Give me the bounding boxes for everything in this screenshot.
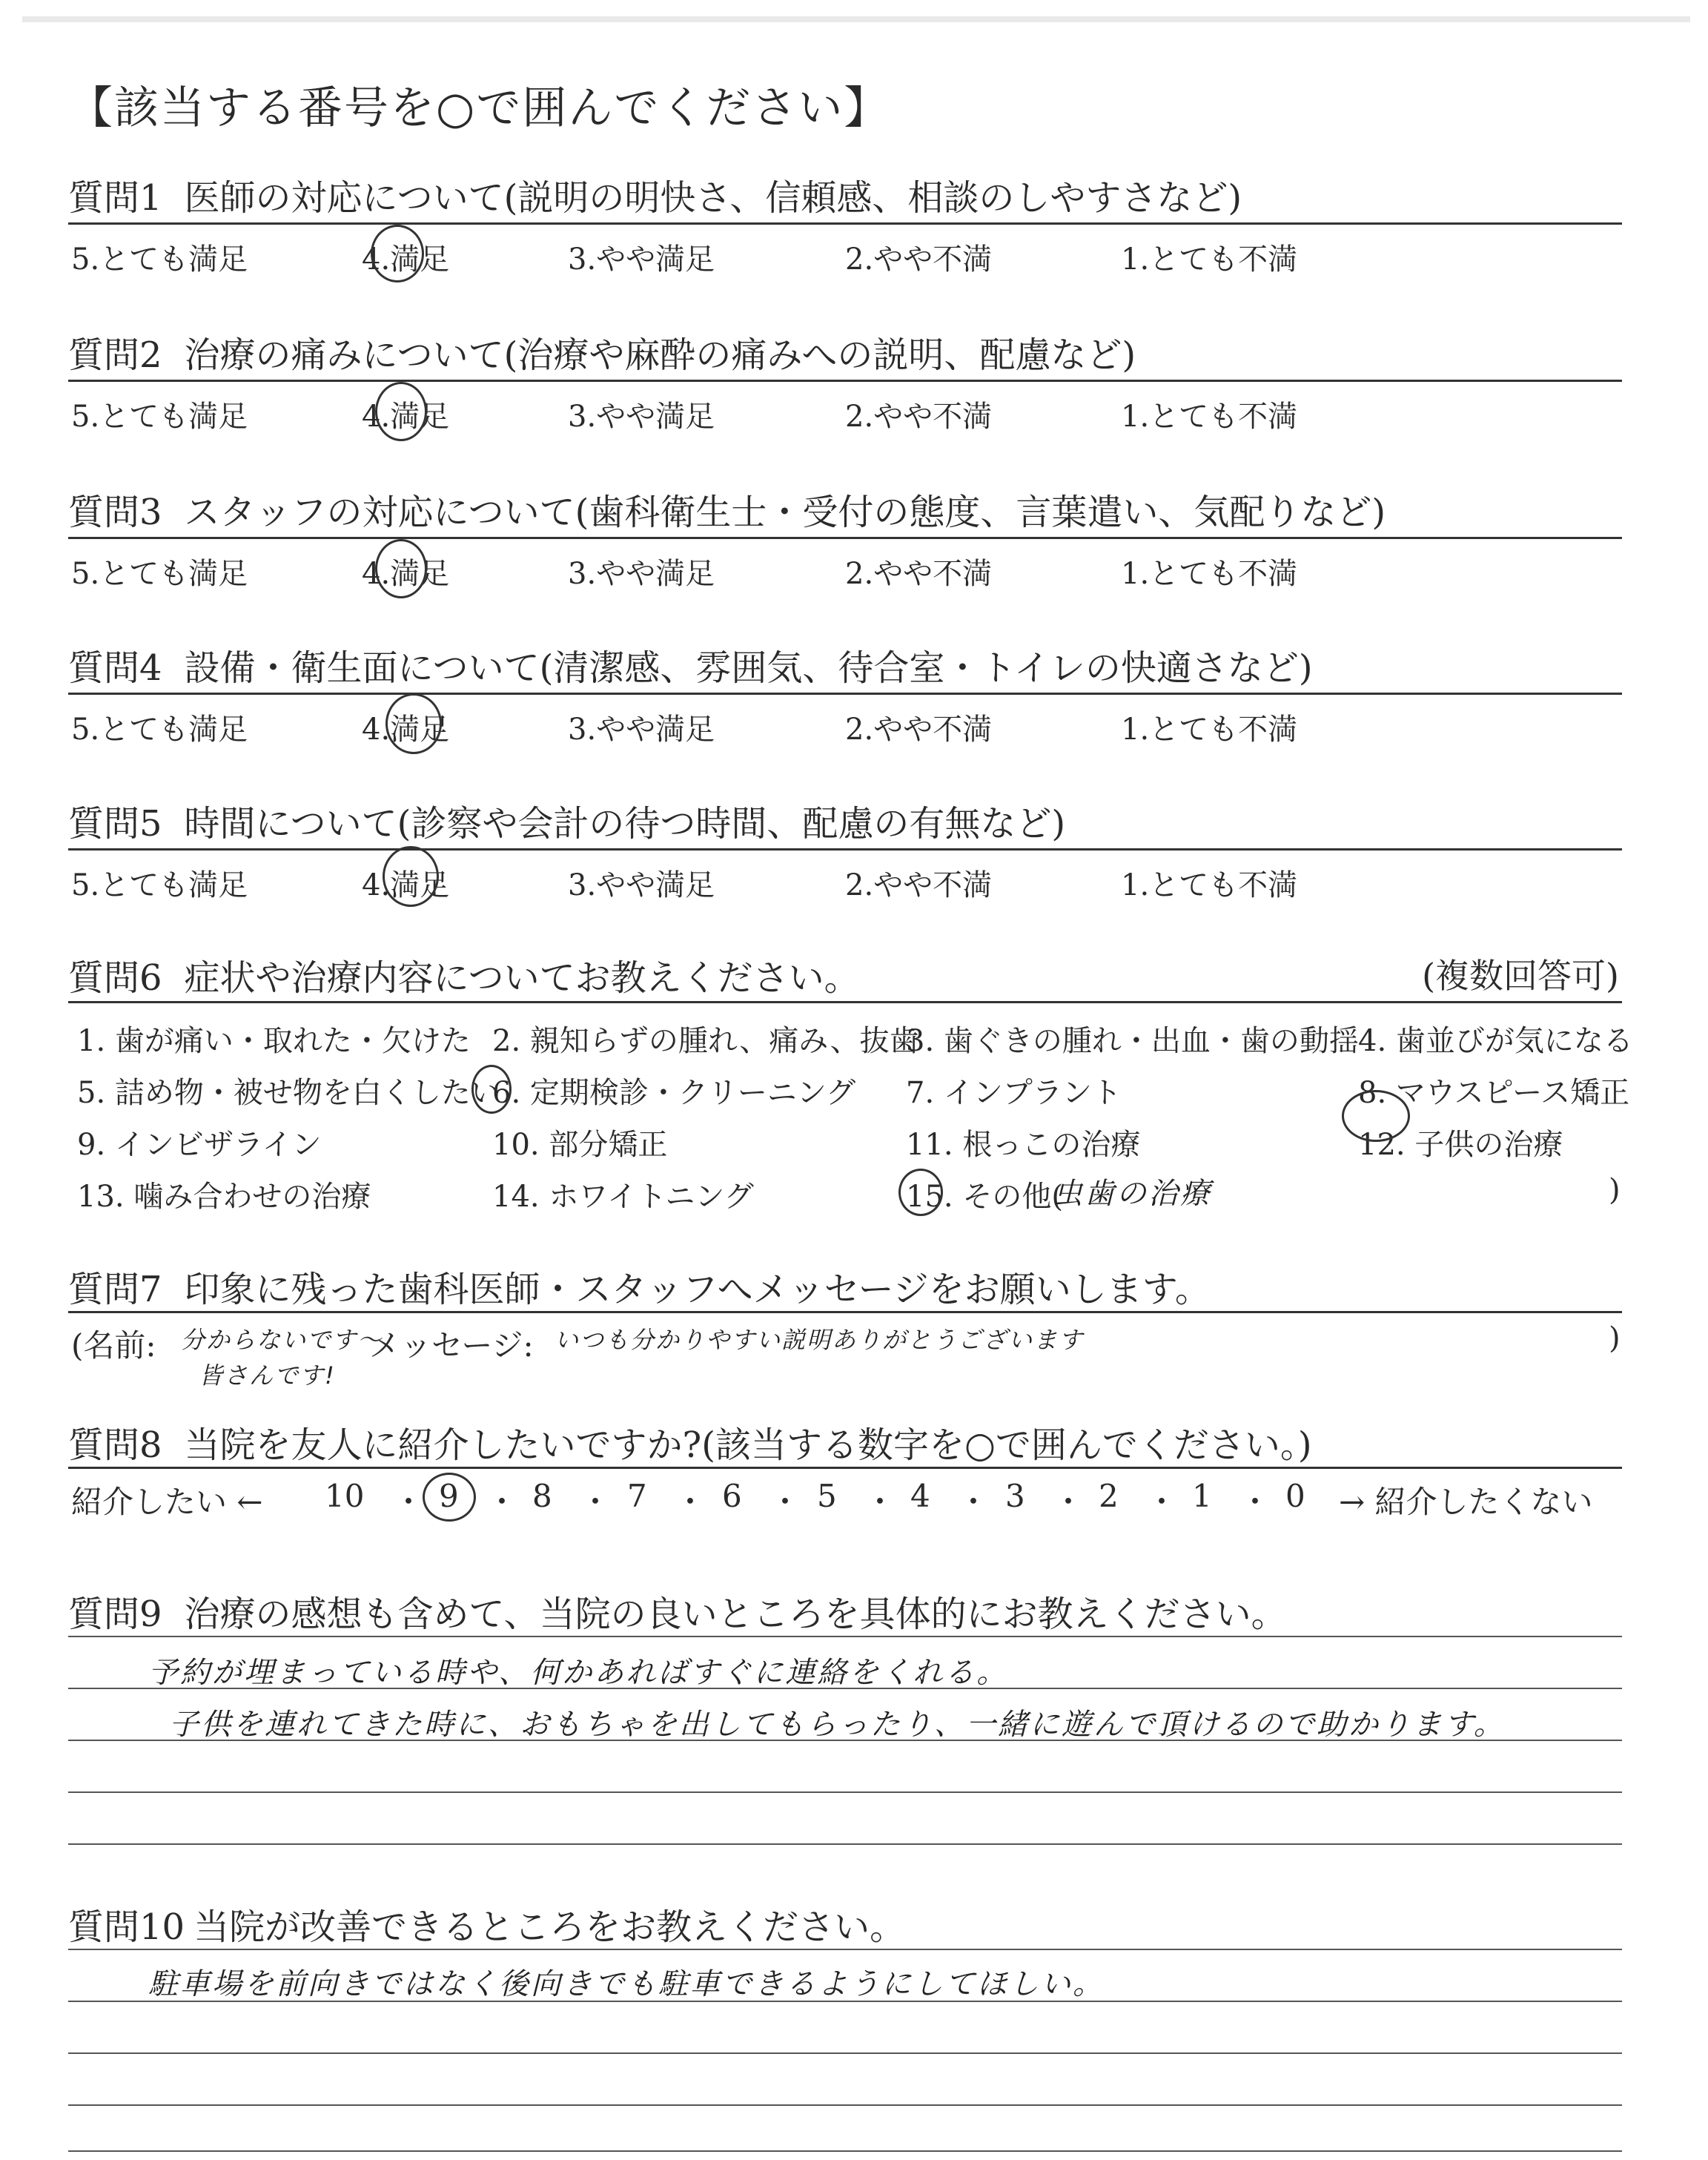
scale-6[interactable]: 6 xyxy=(722,1478,742,1514)
question-2 xyxy=(68,326,1136,377)
question-number: 質問4 xyxy=(68,647,162,689)
option-3[interactable]: 3.やや満足 xyxy=(568,242,715,277)
question-10 xyxy=(68,1898,905,1949)
option-2[interactable]: 2.やや不満 xyxy=(845,557,993,591)
scale-7[interactable]: 7 xyxy=(627,1478,647,1514)
question-number: 質問1 xyxy=(68,177,162,219)
scale-8[interactable]: 8 xyxy=(532,1478,552,1514)
rule xyxy=(68,380,1622,382)
question-text: 設備・衛生面について(清潔感、雰囲気、待合室・トイレの快適さなど) xyxy=(184,647,1313,689)
scale-dot: ・ xyxy=(864,1484,896,1520)
symptom-option-11[interactable]: 11. 根っこの治療 xyxy=(906,1128,1141,1162)
scale-0[interactable]: 0 xyxy=(1285,1478,1305,1514)
option-1[interactable]: 1.とても不満 xyxy=(1121,868,1298,902)
question-text: 印象に残った歯科医師・スタッフへメッセージをお願いします。 xyxy=(184,1269,1211,1310)
symptom-option-4[interactable]: 4. 歯並びが気になる xyxy=(1358,1024,1633,1058)
scale-4[interactable]: 4 xyxy=(910,1478,930,1514)
rule xyxy=(68,222,1622,225)
answer-line xyxy=(68,2052,1622,2054)
answer-line xyxy=(68,2104,1622,2106)
symptom-option-14[interactable]: 14. ホワイトニング xyxy=(492,1180,754,1214)
scale-9[interactable]: 9 xyxy=(439,1478,459,1514)
symptom-option-8[interactable]: 8. マウスピース矯正 xyxy=(1358,1076,1630,1110)
top-border xyxy=(22,16,1690,22)
option-2[interactable]: 2.やや不満 xyxy=(845,400,993,434)
selection-circle xyxy=(383,846,439,907)
rule xyxy=(68,693,1622,695)
scale-dot: ・ xyxy=(769,1484,801,1520)
question-3 xyxy=(68,483,1386,535)
option-3[interactable]: 3.やや満足 xyxy=(568,557,715,591)
selection-circle xyxy=(385,693,442,754)
option-1[interactable]: 1.とても不満 xyxy=(1121,242,1298,277)
question-number: 質問3 xyxy=(68,492,162,533)
improvement-handwritten-1: 駐車場を前向きではなく後向きでも駐車できるようにしてほしい。 xyxy=(148,1967,1105,2001)
question-number: 質問2 xyxy=(68,334,162,376)
scale-5[interactable]: 5 xyxy=(817,1478,837,1514)
question-number: 質問9 xyxy=(68,1593,162,1635)
option-2[interactable]: 2.やや不満 xyxy=(845,242,993,277)
selection-circle xyxy=(375,382,427,441)
option-1[interactable]: 1.とても不満 xyxy=(1121,400,1298,434)
option-3[interactable]: 3.やや満足 xyxy=(568,713,715,747)
symptom-option-12[interactable]: 12. 子供の治療 xyxy=(1358,1128,1563,1162)
recommend-left-label: 紹介したい ← xyxy=(71,1484,263,1520)
question-5 xyxy=(68,795,1065,846)
question-number: 質問8 xyxy=(68,1424,162,1466)
name-handwritten-1: 分からないです〜 xyxy=(181,1326,383,1354)
option-4[interactable]: 4.満足 xyxy=(362,242,450,277)
question-number: 質問5 xyxy=(68,803,162,845)
page-title: 【該当する番号を○で囲んでください】 xyxy=(68,82,890,134)
selection-circle xyxy=(1342,1090,1410,1142)
question-6 xyxy=(68,949,860,1000)
name-label: (名前: xyxy=(71,1327,156,1364)
symptom-option-15[interactable]: 15. その他( xyxy=(906,1180,1063,1214)
question-8 xyxy=(68,1416,1312,1467)
selection-circle xyxy=(471,1065,512,1114)
other-handwritten-text: 虫歯の治療 xyxy=(1053,1177,1212,1211)
answer-line xyxy=(68,1791,1622,1793)
scale-dot: ・ xyxy=(580,1484,612,1520)
question-7 xyxy=(68,1261,1211,1312)
question-text: 医師の対応について(説明の明快さ、信頼感、相談のしやすさなど) xyxy=(184,177,1242,219)
scale-dot: ・ xyxy=(393,1484,425,1520)
question-1 xyxy=(68,169,1242,220)
option-3[interactable]: 3.やや満足 xyxy=(568,868,715,902)
symptom-option-3[interactable]: 3. 歯ぐきの腫れ・出血・歯の動揺 xyxy=(906,1024,1359,1058)
rule xyxy=(68,537,1622,539)
symptom-option-6[interactable]: 6. 定期検診・クリーニング xyxy=(492,1076,856,1110)
answer-handwritten-1: 予約が埋まっている時や、何かあればすぐに連絡をくれる。 xyxy=(148,1656,1009,1690)
question-number: 質問7 xyxy=(68,1269,162,1310)
option-2[interactable]: 2.やや不満 xyxy=(845,713,993,747)
scale-3[interactable]: 3 xyxy=(1005,1478,1025,1514)
question-text: 治療の感想も含めて、当院の良いところを具体的にお教えください。 xyxy=(184,1593,1287,1635)
question-text: 症状や治療内容についてお教えください。 xyxy=(184,957,860,999)
selection-circle xyxy=(898,1169,943,1216)
multiple-answers-note: (複数回答可) xyxy=(1422,956,1619,996)
question-number: 質問6 xyxy=(68,957,162,999)
symptom-option-13[interactable]: 13. 噛み合わせの治療 xyxy=(77,1180,371,1214)
option-4[interactable]: 4.満足 xyxy=(362,713,450,747)
message-label: メッセージ: xyxy=(369,1327,534,1364)
symptom-option-7[interactable]: 7. インプラント xyxy=(906,1076,1122,1110)
rule xyxy=(68,1311,1622,1313)
scale-dot: ・ xyxy=(1053,1484,1085,1520)
scale-dot: ・ xyxy=(486,1484,518,1520)
option-1[interactable]: 1.とても不満 xyxy=(1121,557,1298,591)
scale-dot: ・ xyxy=(958,1484,990,1520)
question-9 xyxy=(68,1585,1287,1636)
rule xyxy=(68,1467,1622,1469)
question-text: 時間について(診察や会計の待つ時間、配慮の有無など) xyxy=(184,803,1066,845)
question-number: 質問10 xyxy=(68,1906,185,1948)
symptom-option-9[interactable]: 9. インビザライン xyxy=(77,1128,322,1162)
option-5[interactable]: 5.とても満足 xyxy=(71,242,248,277)
recommend-right-label: → 紹介したくない xyxy=(1339,1484,1593,1520)
scale-dot: ・ xyxy=(675,1484,706,1520)
question-text: 当院を友人に紹介したいですか?(該当する数字を○で囲んでください。) xyxy=(184,1424,1312,1466)
rule xyxy=(68,848,1622,851)
close-paren: ) xyxy=(1609,1321,1621,1355)
option-2[interactable]: 2.やや不満 xyxy=(845,868,993,902)
answer-line xyxy=(68,1636,1622,1637)
option-1[interactable]: 1.とても不満 xyxy=(1121,713,1298,747)
option-5[interactable]: 5.とても満足 xyxy=(71,868,248,902)
answer-line xyxy=(68,1843,1622,1845)
scale-2[interactable]: 2 xyxy=(1099,1478,1119,1514)
rule xyxy=(68,1001,1622,1003)
scale-10[interactable]: 10 xyxy=(325,1478,365,1514)
close-paren: ) xyxy=(1609,1173,1621,1207)
symptom-option-5[interactable]: 5. 詰め物・被せ物を白くしたい xyxy=(77,1076,500,1110)
symptom-option-2[interactable]: 2. 親知らずの腫れ、痛み、抜歯 xyxy=(492,1024,919,1058)
scale-1[interactable]: 1 xyxy=(1192,1478,1212,1514)
selection-circle xyxy=(375,539,427,598)
question-text: 当院が改善できるところをお教えください。 xyxy=(193,1906,906,1948)
question-4 xyxy=(68,639,1313,690)
option-3[interactable]: 3.やや満足 xyxy=(568,400,715,434)
answer-handwritten-2: 子供を連れてきた時に、おもちゃを出してもらったり、一緒に遊んで頂けるので助かります。 xyxy=(169,1708,1506,1742)
scale-dot: ・ xyxy=(1146,1484,1178,1520)
name-handwritten-2: 皆さんです! xyxy=(199,1361,336,1390)
option-5[interactable]: 5.とても満足 xyxy=(71,713,248,747)
answer-line xyxy=(68,1949,1622,1950)
question-text: スタッフの対応について(歯科衛生士・受付の態度、言葉遣い、気配りなど) xyxy=(184,492,1386,533)
message-handwritten: いつも分かりやすい説明ありがとうございます xyxy=(555,1326,1085,1354)
symptom-option-1[interactable]: 1. 歯が痛い・取れた・欠けた xyxy=(77,1024,471,1058)
option-4[interactable]: 4.満足 xyxy=(362,557,450,591)
option-4[interactable]: 4.満足 xyxy=(362,400,450,434)
scale-dot: ・ xyxy=(1239,1484,1271,1520)
option-5[interactable]: 5.とても満足 xyxy=(71,400,248,434)
symptom-option-10[interactable]: 10. 部分矯正 xyxy=(492,1128,668,1162)
selection-circle xyxy=(371,225,424,283)
selection-circle xyxy=(423,1473,476,1522)
option-4[interactable]: 4.満足 xyxy=(362,868,450,902)
question-text: 治療の痛みについて(治療や麻酔の痛みへの説明、配慮など) xyxy=(184,334,1136,376)
option-5[interactable]: 5.とても満足 xyxy=(71,557,248,591)
answer-line xyxy=(68,2150,1622,2152)
